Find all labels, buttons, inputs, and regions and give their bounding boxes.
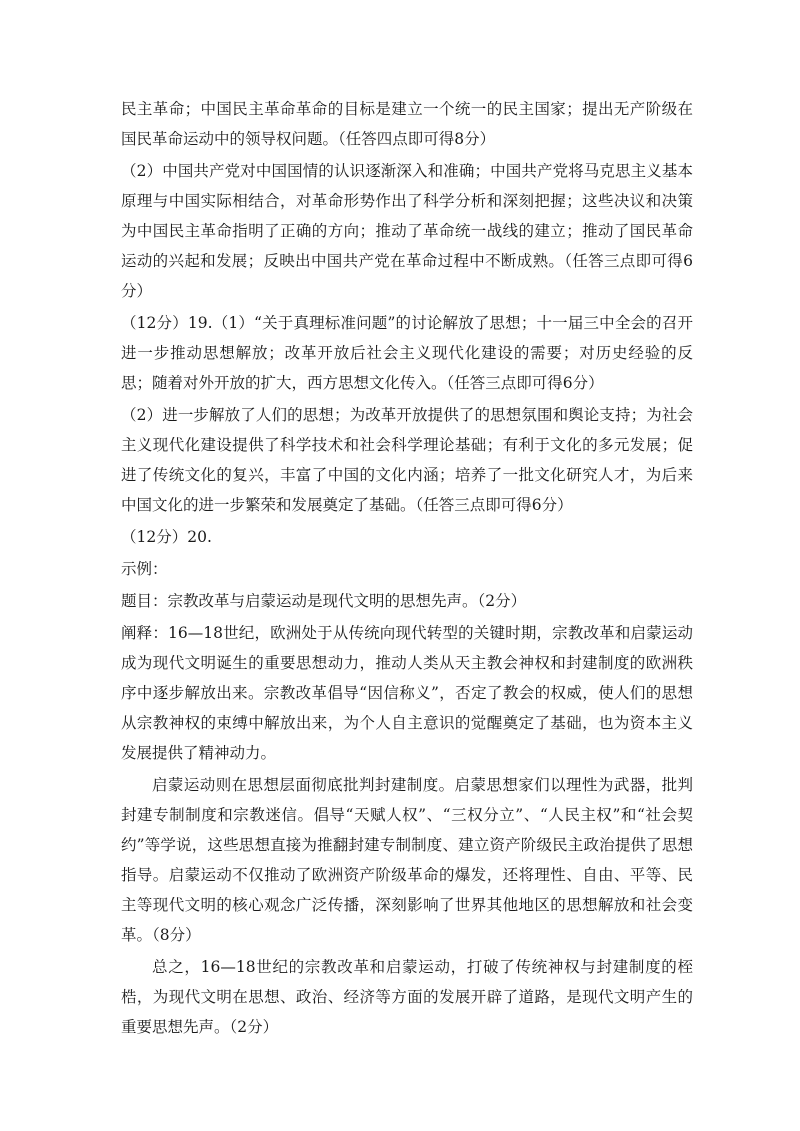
paragraph-19-2: （2）进一步解放了人们的思想；为改革开放提供了的思想氛围和舆论支持；为社会主义现代化建设提供了科学技术和社会科学理论基础；有利于文化的多元发展；促进了传统文化的复兴，丰富了中国的文化内涵；培养了一批文化研究人才，为后来中国文化的进一步繁荣和发展奠定了基础。（任答三点即可得6分） xyxy=(121,406,693,514)
essay-title: 题目：宗教改革与启蒙运动是现代文明的思想先声。（2分） xyxy=(121,592,527,610)
example-label: 示例： xyxy=(121,560,168,578)
question-20-heading: （12分）20. xyxy=(121,528,212,546)
essay-conclusion: 总之，16—18世纪的宗教改革和启蒙运动，打破了传统神权与封建制度的桎梏，为现代文明在思想、政治、经济等方面的发展开辟了道路，是现代文明产生的重要思想先声。（2分） xyxy=(121,958,693,1036)
essay-explanation-2: 启蒙运动则在思想层面彻底批判封建制度。启蒙思想家们以理性为武器，批判封建专制制度和宗教迷信。倡导“天赋人权”、“三权分立”、“人民主权”和“社会契约”等学说，这些思想直接为推翻封建专制制度、建立资产阶级民主政治提供了思想指导。启蒙运动不仅推动了欧洲资产阶级革命的爆发，还将理性、自由、平等、民主等现代文明的核心观念广泛传播，深刻影响了世界其他地区的思想解放和社会变革。（8分） xyxy=(121,776,693,944)
answer-document xyxy=(121,94,693,1042)
paragraph-18-1-continued: 民主革命；中国民主革命革命的目标是建立一个统一的民主国家；提出无产阶级在国民革命运动中的领导权问题。（任答四点即可得8分） xyxy=(121,100,693,148)
essay-explanation-1: 阐释：16—18世纪，欧洲处于从传统向现代转型的关键时期，宗教改革和启蒙运动成为现代文明诞生的重要思想动力，推动人类从天主教会神权和封建制度的欧洲秩序中逐步解放出来。宗教改革倡导“因信称义”，否定了教会的权威，使人们的思想从宗教神权的束缚中解放出来，为个人自主意识的觉醒奠定了基础，也为资本主义发展提供了精神动力。 xyxy=(121,624,693,762)
paragraph-19-1: （12分）19.（1）“关于真理标准问题”的讨论解放了思想；十一届三中全会的召开进一步推动思想解放；改革开放后社会主义现代化建设的需要；对历史经验的反思；随着对外开放的扩大，西方思想文化传入。（任答三点即可得6分） xyxy=(121,314,693,392)
paragraph-18-2: （2）中国共产党对中国国情的认识逐渐深入和准确；中国共产党将马克思主义基本原理与中国实际相结合，对革命形势作出了科学分析和深刻把握；这些决议和决策为中国民主革命指明了正确的方向；推动了革命统一战线的建立；推动了国民革命运动的兴起和发展；反映出中国共产党在革命过程中不断成熟。（任答三点即可得6分） xyxy=(121,162,693,300)
